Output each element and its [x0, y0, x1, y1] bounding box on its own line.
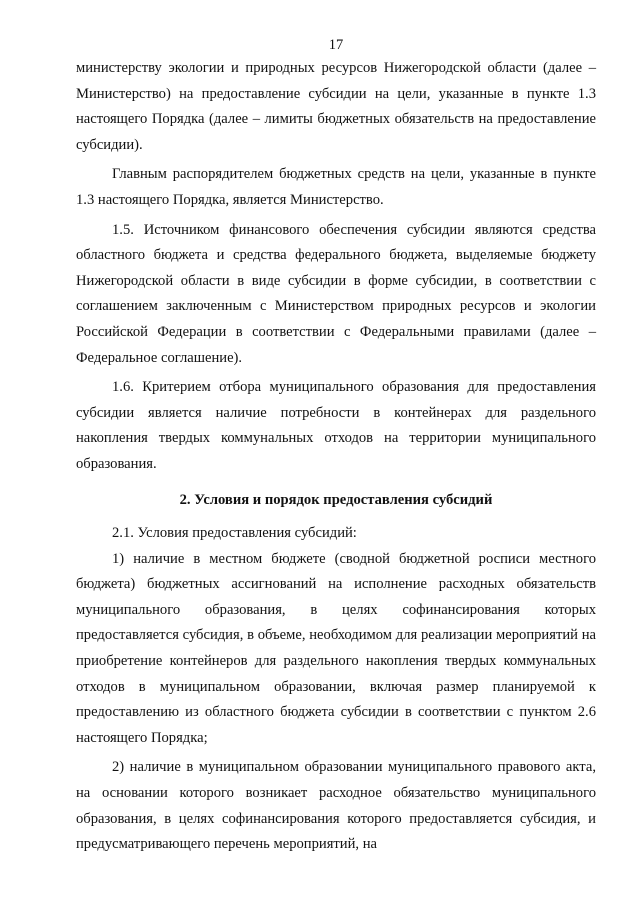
paragraph-ministry-continuation: министерству экологии и природных ресурсов Нижегородской области (далее – Министерство) на предоставление субсидии на цели, указанные в пункте 1.3 настоящего Порядка (далее – лимиты бюджетных обязательств на предоставление субсидии). — [76, 60, 596, 153]
section-heading: 2. Условия и порядок предоставления субсидий — [179, 491, 493, 508]
page-number: 17 — [328, 37, 344, 53]
paragraph-condition-2: 2) наличие в муниципальном образовании муниципального правового акта, на основании которого возникает расходное обязательство муниципального образования, в целях софинансирования которого предоставляется субсидия, и предусматривающего перечень мероприятий, на — [76, 759, 596, 853]
paragraph-1-5-funding-source: 1.5. Источником финансового обеспечения субсидии являются средства областного бюджета и средства федерального бюджета, выделяемые бюджету Нижегородской области в виде субсидии в форме субсидии, в соответствии с соглашением заключенным с Министерством природных ресурсов и экологии Российской Федерации в соответствии с Федеральными правилами (далее – Федеральное соглашение). — [76, 221, 596, 366]
paragraph-chief-administrator: Главным распорядителем бюджетных средств на цели, указанные в пункте 1.3 настоящего Порядка, является Министерство. — [76, 166, 596, 208]
paragraph-1-6-selection-criterion: 1.6. Критерием отбора муниципального образования для предоставления субсидии является наличие потребности в контейнерах для раздельного накопления твердых коммунальных отходов на территории муниципального образования. — [76, 379, 596, 472]
paragraph-condition-1: 1) наличие в местном бюджете (сводной бюджетной росписи местного бюджета) бюджетных ассигнований на исполнение расходных обязательств муниципального образования, в целях софинансирования которых предоставляется субсидия, в объеме, необходимом для реализации мероприятий на приобретение контейнеров для раздельного накопления твердых коммунальных отходов в муниципальном образовании, включая размер планируемой к предоставлению из областного бюджета субсидии в соответствии с пунктом 2.6 настоящего Порядка; — [76, 550, 596, 746]
paragraph-2-1-conditions: 2.1. Условия предоставления субсидий: — [112, 525, 357, 542]
